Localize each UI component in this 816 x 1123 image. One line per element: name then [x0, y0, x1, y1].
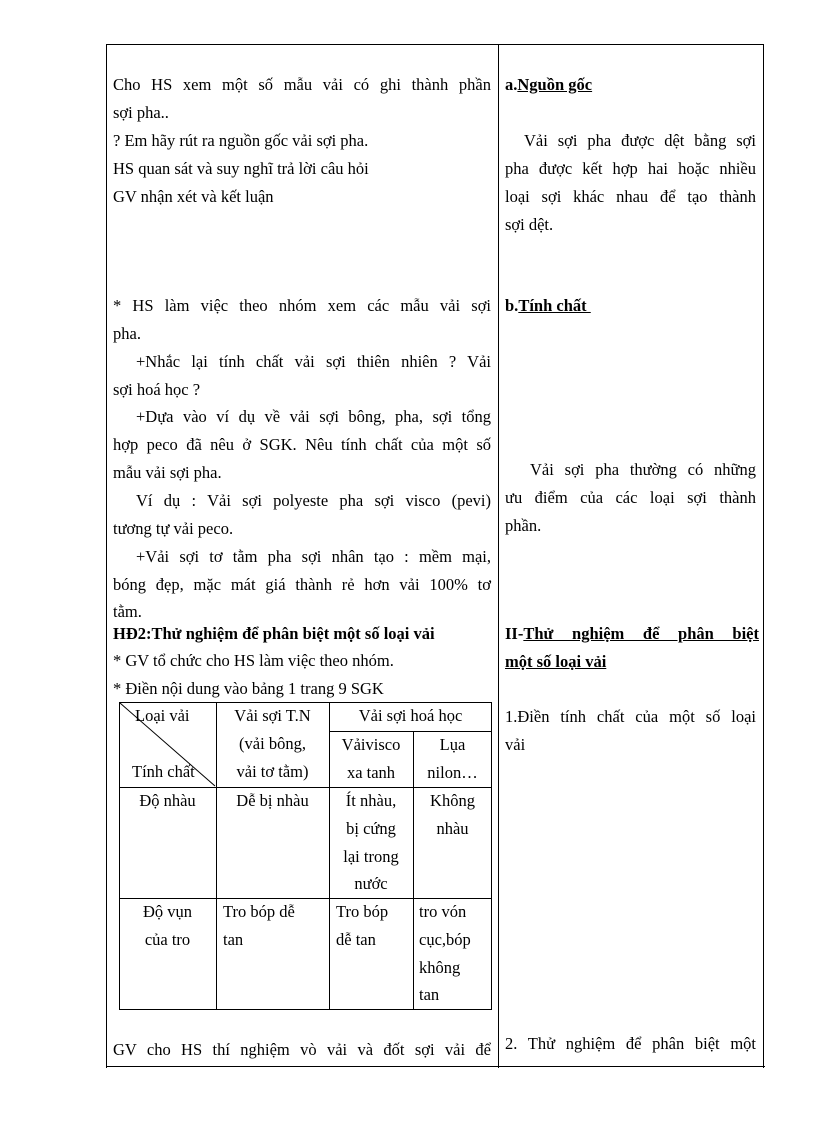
right-text-line: vải [505, 735, 526, 754]
table-subheader-lua: nilon… [427, 763, 478, 782]
left-text-line: ? Em hãy rút ra nguồn gốc vải sợi pha. [113, 131, 369, 150]
table-cell: Dễ bị nhàu [236, 791, 309, 810]
left-text-line: * Điền nội dung vào bảng 1 trang 9 SGK [113, 679, 384, 698]
table-subheader-visco: Vảivisco [341, 735, 401, 754]
table-bottom-line [106, 1066, 765, 1067]
table-header-tn: (vải bông, [239, 734, 306, 753]
column-divider [498, 44, 499, 1068]
left-text-line: mẫu vải sợi pha. [113, 463, 222, 482]
heading-a [505, 71, 592, 99]
left-text-line: Cho HS xem một số mẫu vải có ghi thành phần [113, 75, 491, 94]
table-cell: nhàu [436, 819, 469, 838]
left-text-line: sợi pha.. [113, 103, 169, 122]
left-text-line: * HS làm việc theo nhóm xem các mẫu vải sợi [113, 296, 491, 315]
left-text-line: hợp peco đã nêu ở SGK. Nêu tính chất của một số [113, 435, 491, 454]
heading-ii-prefix: II- [505, 624, 524, 643]
left-text-line: bóng đẹp, mặc mát giá thành rẻ hơn vải 100% tơ [113, 575, 491, 594]
right-text-line: Vải sợi pha được dệt bằng sợi [524, 131, 756, 150]
left-text-line: +Nhắc lại tính chất vải sợi thiên nhiên ? Vải [136, 352, 491, 371]
table-header-tn: Vải sợi T.N [234, 706, 311, 725]
heading-ii [505, 620, 759, 648]
table-cell: bị cứng [346, 819, 396, 838]
heading-b-title: Tính chất [518, 296, 591, 315]
table-row-label: của tro [144, 930, 191, 949]
table-cell: cục,bóp [419, 930, 471, 949]
left-text-line: +Dựa vào ví dụ về vải sợi bông, pha, sợi tổng [136, 407, 491, 426]
heading-b [505, 292, 591, 320]
table-cell: không [419, 958, 461, 977]
table-cell: Tro bóp dễ [223, 902, 295, 921]
heading-b-prefix: b. [505, 296, 519, 315]
left-text-line: GV cho HS thí nghiệm vò vải và đốt sợi vải để [113, 1040, 491, 1059]
table-cell: Tro bóp [336, 902, 389, 921]
left-text-line: +Vải sợi tơ tằm pha sợi nhân tạo : mềm mại, [136, 547, 491, 566]
left-text-line: pha. [113, 324, 141, 343]
left-text-line: tương tự vải peco. [113, 519, 234, 538]
right-text-line: pha được kết hợp hai hoặc nhiều [505, 159, 756, 178]
table-cell: lại trong [343, 847, 399, 866]
left-text-line: sợi hoá học ? [113, 380, 201, 399]
table-corner-top: Loại vải [135, 706, 190, 725]
table-cell: Không [430, 791, 475, 810]
table-corner-bottom: Tính chất [132, 762, 195, 781]
table-row-label: Độ nhàu [139, 791, 196, 810]
table-subheader-lua: Lụa [439, 735, 466, 754]
left-text-line: * GV tổ chức cho HS làm việc theo nhóm. [113, 651, 394, 670]
table-cell: dễ tan [336, 930, 376, 949]
left-text-line: Ví dụ : Vải sợi polyeste pha sợi visco (pevi) [136, 491, 491, 510]
table-cell: tro vón [419, 902, 467, 921]
right-text-line: phần. [505, 516, 542, 535]
right-text-line: 1.Điền tính chất của một số loại [505, 707, 756, 726]
table-row-label: Độ vụn [142, 902, 193, 921]
heading-a-title: Nguồn gốc [517, 75, 593, 94]
left-text-line: GV nhận xét và kết luận [113, 187, 274, 206]
table-header-tn: vải tơ tằm) [236, 762, 309, 781]
right-text-line: loại sợi khác nhau để tạo thành [505, 187, 756, 206]
heading-ii-title: Thử nghiệm để phân biệt [523, 624, 759, 643]
right-text-line: Vải sợi pha thường có những [530, 460, 756, 479]
right-text-line: 2. Thử nghiệm để phân biệt một [505, 1034, 756, 1053]
left-text-line: tằm. [113, 602, 142, 621]
table-cell: tan [419, 985, 440, 1004]
table-cell: nước [354, 874, 388, 893]
hd2-heading: HĐ2:Thử nghiệm để phân biệt một số loại vải [113, 624, 435, 643]
left-text-line: HS quan sát và suy nghĩ trả lời câu hỏi [113, 159, 369, 178]
table-cell: Ít nhàu, [345, 791, 397, 810]
table-header-hh: Vải sợi hoá học [358, 706, 463, 725]
heading-a-prefix: a. [505, 75, 518, 94]
right-text-line: sợi dệt. [505, 215, 554, 234]
right-text-line: ưu điểm của các loại sợi thành [505, 488, 756, 507]
table-cell: tan [223, 930, 244, 949]
heading-ii-title-line2: một số loại vải [505, 652, 607, 671]
table-subheader-visco: xa tanh [346, 763, 396, 782]
